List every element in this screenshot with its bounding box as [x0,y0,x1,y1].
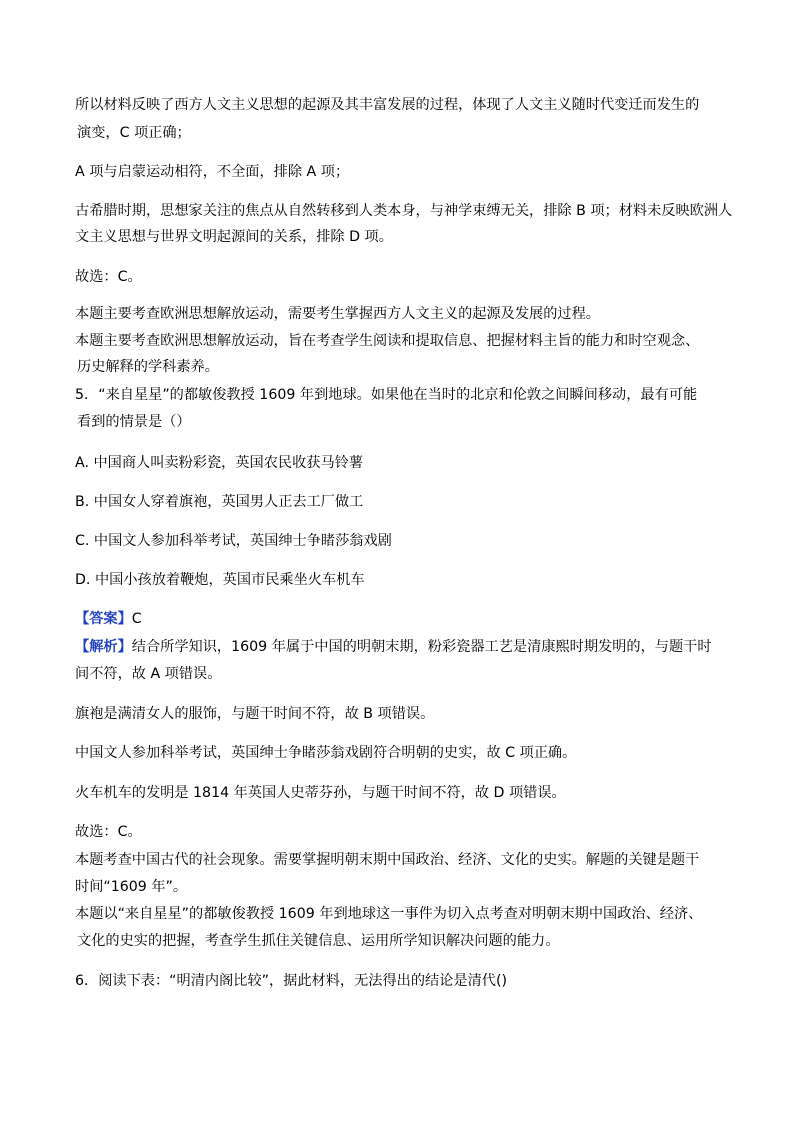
text-line: 文主义思想与世界文明起源间的关系，排除 D 项。 [75,229,393,245]
answer-label: 【答案】 [75,611,132,627]
text-line: 本题以“来自星星”的都敏俊教授 1609 年到地球这一事件为切入点考查对明朝末期中国政治、经济、 [75,906,703,922]
text-line: 故选：C。 [75,824,142,840]
analysis-line [75,637,712,657]
text-line: 本题主要考查欧洲思想解放运动，旨在考查学生阅读和提取信息、把握材料主旨的能力和时空观念、 [75,333,700,349]
option-d: D. 中国小孩放着鞭炮，英国市民乘坐火车机车 [75,572,365,588]
analysis-label: 【解析】 [75,639,132,655]
text-line: 本题考查中国古代的社会现象。需要掌握明朝末期中国政治、经济、文化的史实。解题的关键是题干 [75,852,700,868]
text-line: 文化的史实的把握，考查学生抓住关键信息、运用所学知识解决问题的能力。 [77,933,560,949]
text-line: 历史解释的学科素养。 [77,359,219,375]
option-b: B. 中国女人穿着旗袍，英国男人正去工厂做工 [75,494,364,510]
answer-value: C [131,611,142,627]
text-line: 古希腊时期，思想家关注的焦点从自然转移到人类本身，与神学束缚无关，排除 B 项；材料未反映欧洲人 [75,203,733,219]
text-line: A 项与启蒙运动相符，不全面，排除 A 项； [75,164,350,180]
text-line: 间不符，故 A 项错误。 [75,666,222,682]
text-line: 中国文人参加科举考试，英国绅士争睹莎翁戏剧符合明朝的史实，故 C 项正确。 [75,745,577,761]
option-a: A. 中国商人叫卖粉彩瓷，英国农民收获马铃薯 [75,455,364,471]
text-line: 时间“1609 年”。 [75,879,188,895]
analysis-text: 结合所学知识，1609 年属于中国的明朝末期，粉彩瓷器工艺是清康熙时期发明的，与题干时 [131,639,712,655]
text-line: 旗袍是满清女人的服饰，与题干时间不符，故 B 项错误。 [75,706,435,722]
text-line: 所以材料反映了西方人文主义思想的起源及其丰富发展的过程，体现了人文主义随时代变迁而发生的 [75,97,700,113]
answer-line [75,609,142,629]
text-line: 故选：C。 [75,269,142,285]
question-6-stem: 6．阅读下表：“明清内阁比较”，据此材料，无法得出的结论是清代() [75,973,508,989]
text-line: 火车机车的发明是 1814 年英国人史蒂芬孙，与题干时间不符，故 D 项错误。 [75,785,566,801]
question-5-stem: 5．“来自星星”的都敏俊教授 1609 年到地球。如果他在当时的北京和伦敦之间瞬间移动，最有可能 [75,387,698,403]
question-5-stem-cont: 看到的情景是（） [77,414,191,430]
text-line: 演变，C 项正确； [77,125,191,141]
option-c: C. 中国文人参加科举考试，英国绅士争睹莎翁戏剧 [75,533,392,549]
text-line: 本题主要考查欧洲思想解放运动，需要考生掌握西方人文主义的起源及发展的过程。 [75,306,600,322]
